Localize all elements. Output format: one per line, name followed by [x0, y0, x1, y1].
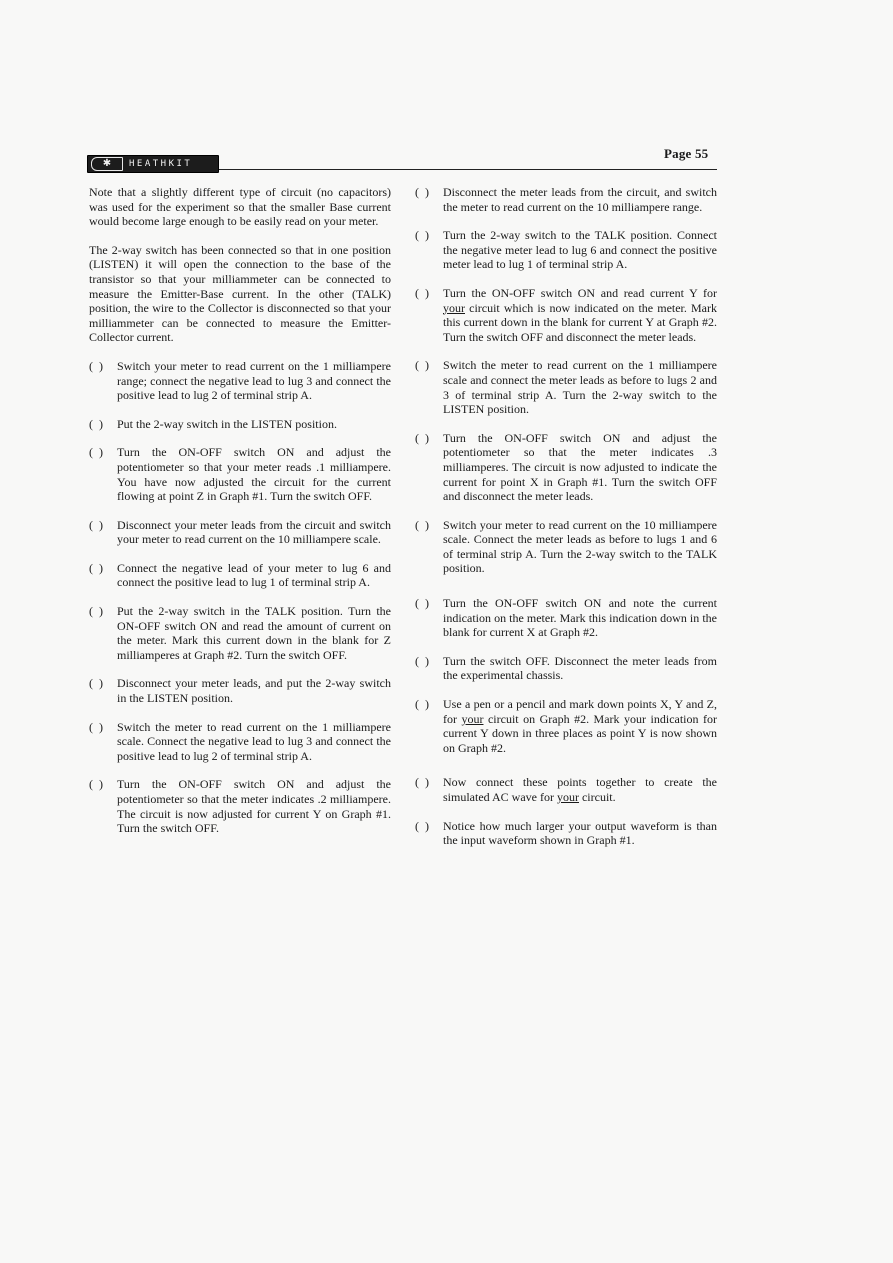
step-item: [415, 819, 717, 848]
step-checkbox[interactable]: ( ): [89, 445, 103, 460]
step-item: [415, 228, 717, 272]
step-text: Switch the meter to read current on the 1 milliampere scale and connect the meter leads as before to lugs 2 and 3 of terminal strip A. Turn the 2-way switch to the LISTEN position.: [443, 358, 717, 417]
step-text: Switch your meter to read current on the 10 milliampere scale. Connect the meter leads as before to lugs 1 and 6 of terminal strip A. Turn the 2-way switch to the TALK position.: [443, 517, 717, 576]
step-text: Put the 2-way switch in the TALK position. Turn the ON-OFF switch ON and read the amount of current on the meter. Mark this current down in the blank for Z milliamperes at Graph #2. Turn the switch OFF.: [117, 604, 391, 662]
emphasis-your: your: [461, 711, 484, 726]
intro-paragraph: Note that a slightly different type of circuit (no capacitors) was used for the experiment so that the smaller Base current would become large enough to be easily read on your meter.: [89, 185, 391, 229]
step-text: Turn the ON-OFF switch ON and note the current indication on the meter. Mark this indication down in the blank for current X at Graph #2.: [443, 596, 717, 640]
step-text: [443, 286, 717, 344]
step-item: [415, 286, 717, 344]
header-rule: [219, 169, 717, 170]
right-column: [415, 185, 717, 848]
step-checkbox[interactable]: ( ): [89, 358, 103, 373]
step-item: [89, 777, 391, 835]
step-text: Put the 2-way switch in the LISTEN position.: [117, 416, 337, 431]
step-item: [415, 596, 717, 640]
step-text: [443, 697, 717, 755]
step-item: [89, 676, 391, 705]
step-checkbox[interactable]: ( ): [89, 604, 103, 619]
step-text: Disconnect the meter leads from the circuit, and switch the meter to read current on the 10 milliampere range.: [443, 185, 717, 214]
step-text: Turn the ON-OFF switch ON and adjust the potentiometer so that the meter indicates .3 milliamperes. The circuit is now adjusted to indicate the current for point X in Graph #1. Turn the switch OFF and disconnect the meter leads.: [443, 430, 717, 504]
step-checkbox[interactable]: ( ): [415, 596, 429, 611]
step-item: [415, 654, 717, 683]
step-checkbox[interactable]: ( ): [415, 697, 429, 712]
step-text: Turn the ON-OFF switch ON and adjust the potentiometer so that your meter reads .1 milliampere. You have now adjusted the circuit for the current flowing at point Z in Graph #1. Turn the switch OFF.: [117, 445, 391, 504]
step-item: [415, 775, 717, 804]
step-text-part: Now connect these points together to create the simulated AC wave for: [443, 775, 717, 804]
step-text: Turn the 2-way switch to the TALK position. Connect the negative meter lead to lug 6 and connect the positive meter lead to lug 1 of terminal strip A.: [443, 228, 717, 272]
step-checkbox[interactable]: ( ): [415, 228, 429, 243]
step-text: Switch your meter to read current on the 1 milliampere range; connect the negative lead to lug 3 and connect the positive lead to lug 2 of terminal strip A.: [117, 358, 391, 403]
step-text: Connect the negative lead of your meter to lug 6 and connect the positive lead to lug 1 of terminal strip A.: [117, 560, 391, 590]
step-checkbox[interactable]: ( ): [415, 775, 429, 790]
step-item: [89, 359, 391, 403]
step-item: [89, 445, 391, 503]
emphasis-your: your: [556, 790, 579, 804]
intro-paragraph: The 2-way switch has been connected so that in one position (LISTEN) it will open the connection to the base of the transistor so that your milliammeter can be connected to measure the Emitter-Base current. In the other (TALK) position, the wire to the Collector is disconnected so that your milliammeter can be connected to measure the Emitter-Collector current.: [89, 242, 391, 345]
step-text-part: circuit on Graph #2. Mark your indication for current Y down in three places as point Y is now shown on Graph #2.: [443, 711, 717, 755]
step-checkbox[interactable]: ( ): [415, 517, 429, 532]
step-checkbox[interactable]: ( ): [415, 430, 429, 445]
step-checkbox[interactable]: ( ): [415, 653, 429, 668]
heathkit-logo: [87, 155, 219, 173]
step-checkbox[interactable]: ( ): [415, 285, 429, 300]
brand-name: HEATHKIT: [129, 159, 193, 169]
step-item: [89, 417, 391, 432]
step-item: [415, 358, 717, 416]
step-item: [415, 185, 717, 214]
step-text: Turn the switch OFF. Disconnect the meter leads from the experimental chassis.: [443, 653, 717, 683]
page-header: [87, 155, 717, 173]
step-text: Disconnect your meter leads from the circuit and switch your meter to read current on the 10 milliampere scale.: [117, 517, 391, 547]
step-text-part: circuit.: [578, 790, 616, 804]
step-checkbox[interactable]: ( ): [89, 416, 103, 431]
step-text-part: Turn the ON-OFF switch ON and read current Y for: [443, 285, 717, 300]
step-item: [89, 561, 391, 590]
heathkit-emblem-icon: ✱: [91, 157, 123, 171]
emphasis-your: your: [443, 300, 465, 315]
step-item: [415, 518, 717, 576]
step-item: [415, 431, 717, 504]
step-item: [89, 604, 391, 662]
step-checkbox[interactable]: ( ): [89, 517, 103, 532]
step-checkbox[interactable]: ( ): [89, 719, 103, 734]
step-item: [415, 697, 717, 755]
step-text: Disconnect your meter leads, and put the 2-way switch in the LISTEN position.: [117, 676, 391, 706]
step-checkbox[interactable]: ( ): [415, 185, 429, 199]
step-text: Notice how much larger your output waveform is than the input waveform shown in Graph #1.: [443, 818, 717, 848]
step-checkbox[interactable]: ( ): [415, 358, 429, 373]
step-checkbox[interactable]: ( ): [89, 560, 103, 575]
step-text: Turn the ON-OFF switch ON and adjust the potentiometer so that the meter indicates .2 milliampere. The circuit is now adjusted for current Y on Graph #1. Turn the switch OFF.: [117, 777, 391, 836]
page-number: Page 55: [664, 146, 709, 161]
step-text-part: Use a pen or a pencil and mark down points X, Y and Z, for: [443, 697, 717, 726]
step-checkbox[interactable]: ( ): [89, 676, 103, 691]
left-column: [89, 185, 391, 836]
step-text: [443, 775, 717, 804]
step-checkbox[interactable]: ( ): [415, 818, 429, 833]
step-checkbox[interactable]: ( ): [89, 777, 103, 792]
step-text-part: circuit which is now indicated on the meter. Mark this current down in the blank for current Y at Graph #2. Turn the switch OFF and disconnect the meter leads.: [443, 300, 717, 344]
step-text: Switch the meter to read current on the 1 milliampere scale. Connect the negative lead to lug 3 and connect the positive lead to lug 2 of terminal strip A.: [117, 719, 391, 763]
step-item: [89, 720, 391, 764]
step-item: [89, 518, 391, 547]
